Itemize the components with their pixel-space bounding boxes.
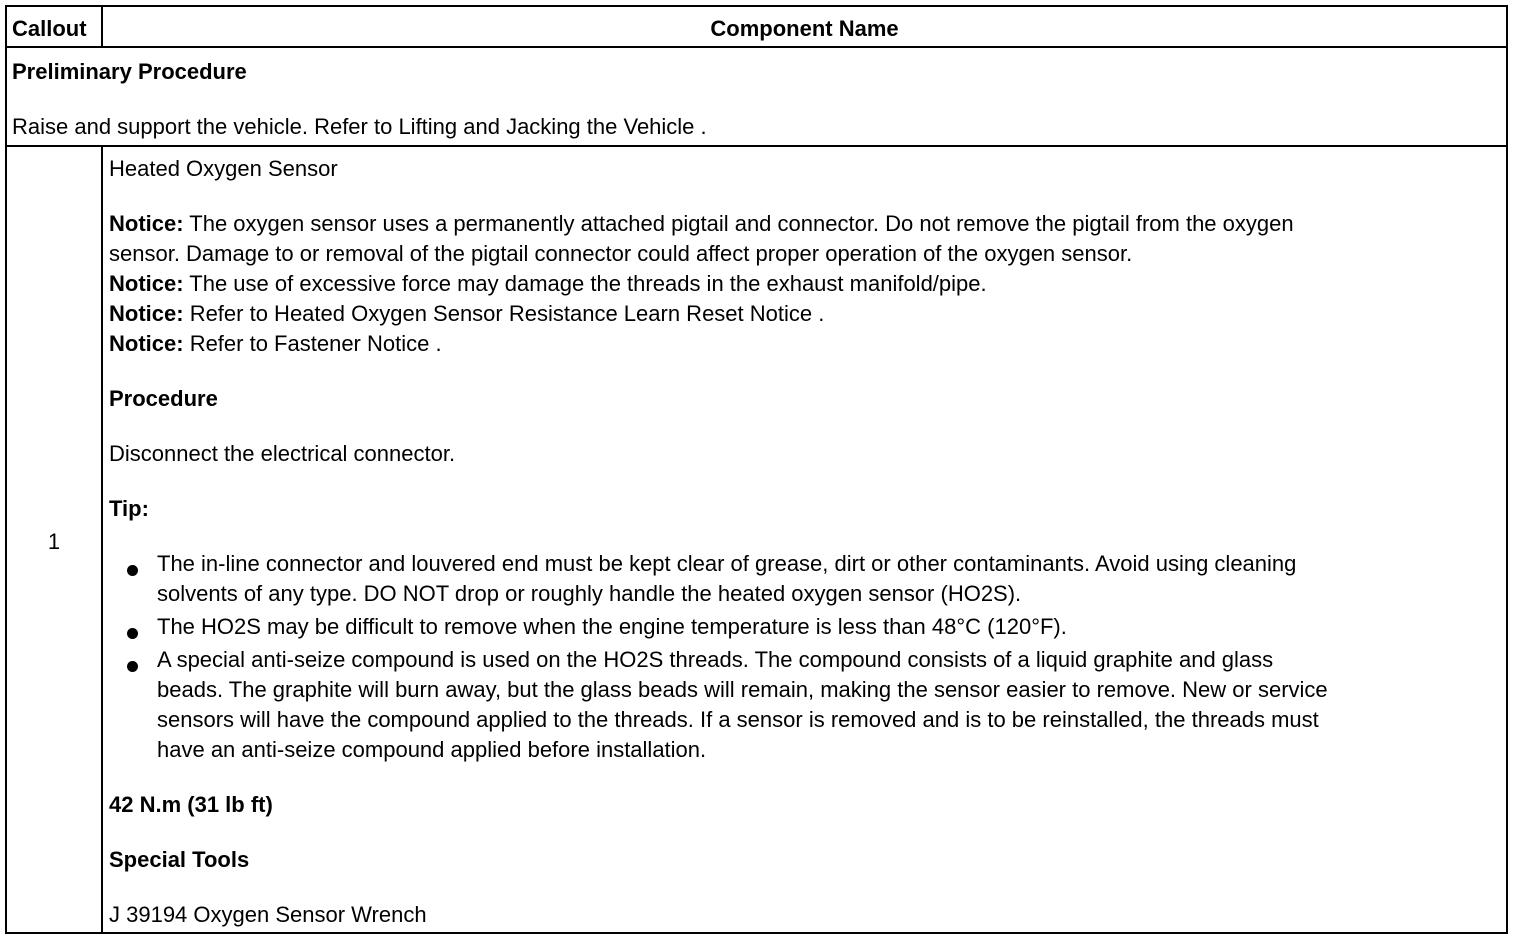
- notice-1-line-1: [109, 209, 1294, 239]
- tip-3-line-1: A special anti-seize compound is used on the HO2S threads. The compound consists of a liquid graphite and glass: [157, 647, 1274, 672]
- preliminary-row: [7, 48, 1506, 147]
- tip-3-line-4: have an anti-seize compound applied before installation.: [157, 737, 707, 762]
- notice-1-label: Notice:: [109, 211, 184, 236]
- callout-cell: [7, 147, 103, 932]
- bullet-icon: [127, 628, 138, 639]
- procedure-step: Disconnect the electrical connector.: [109, 441, 456, 466]
- header-component-cell: [103, 7, 1506, 46]
- callout-number: 1: [47, 529, 61, 554]
- header-callout-cell: [7, 7, 103, 46]
- header-callout: Callout: [12, 16, 87, 41]
- special-tools-heading: Special Tools: [109, 847, 250, 872]
- notice-4-text: Refer to Fastener Notice .: [189, 331, 442, 356]
- notice-4-label: Notice:: [109, 331, 184, 356]
- component-table: [5, 5, 1508, 934]
- tip-3-line-2: beads. The graphite will burn away, but the glass beads will remain, making the sensor easier to remove. New or service: [157, 677, 1328, 702]
- notice-2: [109, 269, 987, 299]
- bullet-icon: [127, 661, 138, 672]
- component-title: Heated Oxygen Sensor: [109, 156, 338, 181]
- torque-spec: 42 N.m (31 lb ft): [109, 792, 273, 817]
- special-tool-item: J 39194 Oxygen Sensor Wrench: [109, 902, 427, 927]
- table-header-row: [7, 7, 1506, 48]
- table-row: [7, 147, 1506, 932]
- bullet-icon: [127, 565, 138, 576]
- notice-3: [109, 299, 824, 329]
- header-component-name: Component Name: [710, 16, 899, 41]
- preliminary-title: Preliminary Procedure: [12, 59, 247, 84]
- notice-2-label: Notice:: [109, 271, 184, 296]
- notice-1-line-2: sensor. Damage to or removal of the pigtail connector could affect proper operation of the oxygen sensor.: [109, 241, 1133, 266]
- notice-1-text-1: The oxygen sensor uses a permanently attached pigtail and connector. Do not remove the pigtail from the oxygen: [189, 211, 1294, 236]
- notice-4: [109, 329, 442, 359]
- notice-3-text: Refer to Heated Oxygen Sensor Resistance Learn Reset Notice .: [189, 301, 825, 326]
- tip-heading: Tip:: [109, 496, 149, 521]
- notice-3-label: Notice:: [109, 301, 184, 326]
- tip-1-line-2: solvents of any type. DO NOT drop or roughly handle the heated oxygen sensor (HO2S).: [157, 581, 1022, 606]
- notice-2-text: The use of excessive force may damage the threads in the exhaust manifold/pipe.: [189, 271, 987, 296]
- tip-1-line-1: The in-line connector and louvered end must be kept clear of grease, dirt or other contaminants. Avoid using cleaning: [157, 551, 1297, 576]
- tip-3-line-3: sensors will have the compound applied to the threads. If a sensor is removed and is to be reinstalled, the threads must: [157, 707, 1319, 732]
- tip-2-line-1: The HO2S may be difficult to remove when the engine temperature is less than 48°C (120°F).: [157, 614, 1067, 639]
- preliminary-text: Raise and support the vehicle. Refer to Lifting and Jacking the Vehicle .: [12, 114, 707, 139]
- procedure-heading: Procedure: [109, 386, 218, 411]
